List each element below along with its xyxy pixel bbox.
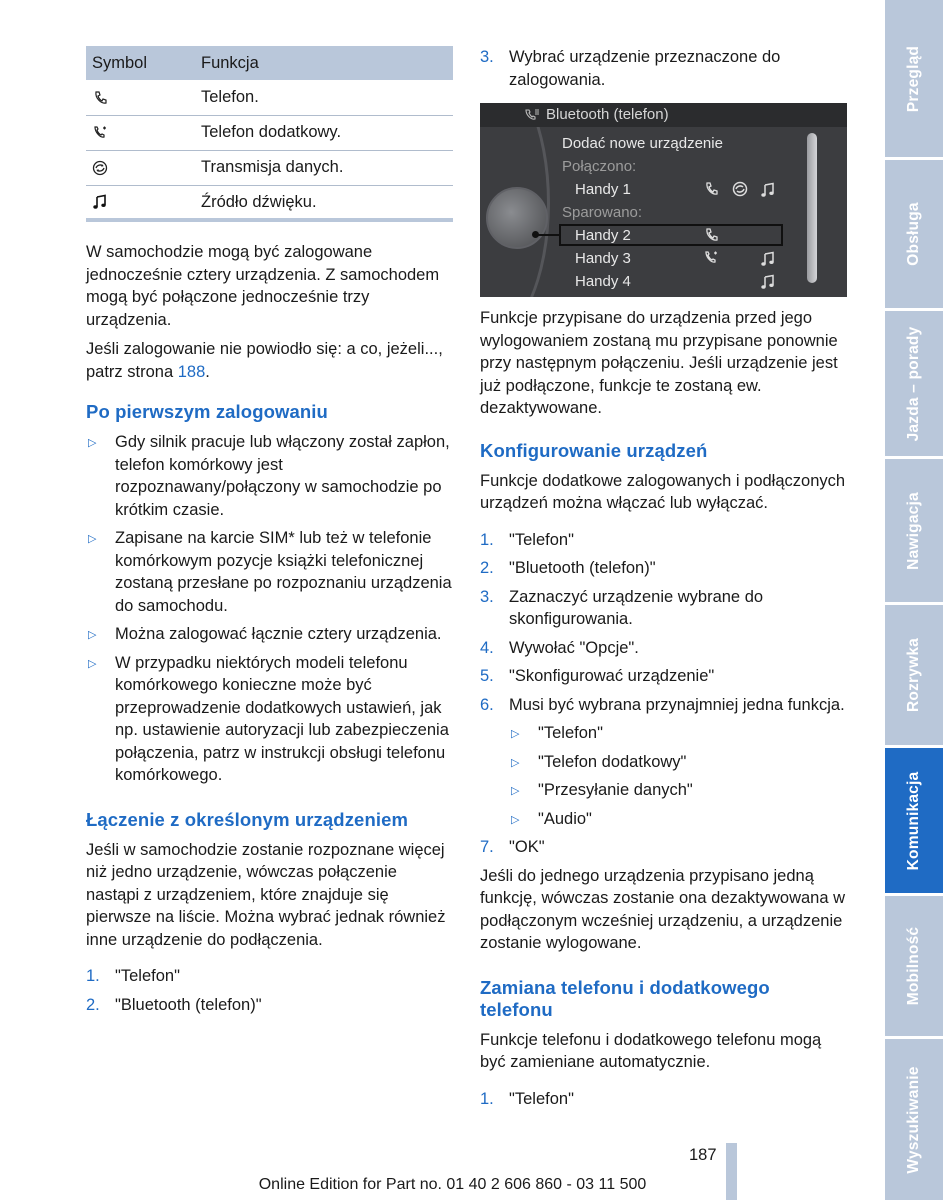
after-screen-paragraph: Funkcje przypisane do urządzenia przed jego wylogowaniem zostaną mu przypisane ponownie przy następnym połączeniu. Jeśli urządzenie jest już podłączone, funkcje te zostaną ew. dezaktywowane. — [480, 309, 838, 417]
list-item: ▷ "Audio" — [509, 808, 847, 831]
triangle-bullet-icon: ▷ — [88, 657, 97, 670]
footer-edition: Online Edition for Part no. 01 40 2 606 860 - 03 11 500 — [258, 1176, 647, 1193]
screen-title-bar — [480, 103, 847, 127]
right-column — [480, 46, 847, 1116]
connect-device-steps — [86, 965, 453, 1016]
intro-paragraph-2: Jeśli zalogowanie nie powiodło się: a co, jeżeli..., patrz strona 188. — [86, 340, 443, 381]
list-item: 1. "Telefon" — [86, 967, 180, 985]
page-link-188[interactable]: 188 — [177, 362, 206, 381]
paired-label: Sparowano: — [562, 204, 643, 221]
tab-wyszukiwanie[interactable]: Wyszukiwanie — [885, 1039, 943, 1200]
triangle-bullet-icon: ▷ — [88, 533, 97, 545]
table-header-symbol: Symbol — [86, 46, 195, 80]
configure-paragraph-2: Jeśli do jednego urządzenia przypisano jedną funkcję, wówczas zostanie ona dezaktywowana w podłączonym wcześniej urządzeniu, a urządzenie zostanie wylogowane. — [480, 866, 846, 952]
list-item: 6. Musi być wybrana przynajmniej jedna funkcja. ▷ "Telefon" ▷ "Telefon dodatkowy" ▷ "Przesyłanie danych" ▷ "Audio" — [480, 694, 847, 831]
triangle-bullet-icon: ▷ — [88, 437, 97, 449]
list-item: ▷ Gdy silnik pracuje lub włączony został zapłon, telefon komórkowy jest rozpoznawany/połączony w samochodzie po krótkim czasie. — [88, 433, 450, 519]
tab-jazda-porady[interactable]: Jazda – porady — [885, 311, 943, 456]
device-item-3[interactable]: Handy 3 — [575, 250, 631, 267]
triangle-bullet-icon: ▷ — [511, 756, 520, 769]
table-row — [86, 150, 453, 185]
tab-komunikacja[interactable]: Komunikacja — [885, 748, 943, 893]
triangle-bullet-icon: ▷ — [511, 785, 520, 797]
music-note-icon — [760, 182, 776, 198]
swap-phones-paragraph: Funkcje telefonu i dodatkowego telefonu mogą być zamieniane automatycznie. — [480, 1030, 822, 1071]
list-item: ▷ W przypadku niektórych modeli telefonu komórkowego konieczne może być przeprowadzenie dodatkowych ustawień, jak np. ustawienie autoryzacji lub zabezpieczenia połączenia, patrz w instrukcji obsługi telefonu komórkowego. — [88, 653, 449, 784]
triangle-bullet-icon: ▷ — [511, 728, 520, 740]
device-item-2[interactable]: Handy 2 — [575, 227, 631, 244]
tab-przeglad[interactable]: Przegląd — [885, 0, 943, 157]
table-row — [86, 185, 453, 220]
list-item: ▷ "Telefon dodatkowy" — [509, 751, 847, 774]
idrive-screenshot — [480, 103, 847, 297]
section-title-first-login: Po pierwszym zalogowaniu — [86, 401, 328, 422]
music-note-icon — [760, 274, 776, 290]
list-item: ▷ "Telefon" — [509, 722, 847, 745]
list-item: ▷ Można zalogować łącznie cztery urządzenia. — [86, 623, 453, 646]
intro-paragraph-1: W samochodzie mogą być zalogowane jednocześnie cztery urządzenia. Z samochodem mogą być połączone jednocześnie trzy urządzenia. — [86, 243, 440, 329]
device-item-1[interactable]: Handy 1 — [575, 181, 631, 198]
data-transfer-icon — [92, 160, 108, 176]
select-device-step — [480, 46, 847, 91]
connect-device-paragraph: Jeśli w samochodzie zostanie rozpoznane więcej niż jedno urządzenie, wówczas połączenie nastąpi z urządzeniem, które znajduje się pierwsze na liście. Można wybrać jednak również inne urządzenie do podłączenia. — [86, 840, 446, 949]
symbol-label: Telefon. — [195, 80, 453, 115]
list-item: 2. "Bluetooth (telefon)" — [480, 559, 656, 577]
list-item: 4. Wywołać "Opcje". — [480, 638, 639, 657]
music-note-icon — [92, 194, 108, 210]
symbol-label: Źródło dźwięku. — [195, 185, 453, 220]
tab-obsluga[interactable]: Obsługa — [885, 160, 943, 308]
add-new-device-item[interactable]: Dodać nowe urządzenie — [562, 135, 723, 152]
phone-icon — [703, 181, 719, 197]
triangle-bullet-icon: ▷ — [511, 813, 520, 826]
tab-nawigacja[interactable]: Nawigacja — [885, 459, 943, 602]
first-login-list — [86, 431, 453, 787]
list-item: 1. "Telefon" — [480, 530, 574, 549]
music-note-icon — [760, 251, 776, 267]
list-item: 1. "Telefon" — [480, 1089, 574, 1108]
list-item: ▷ "Przesyłanie danych" — [509, 779, 847, 802]
tab-rozrywka[interactable]: Rozrywka — [885, 605, 943, 745]
screen-scrollbar — [807, 133, 817, 283]
symbol-label: Transmisja danych. — [195, 150, 453, 185]
data-transfer-icon — [732, 181, 748, 197]
phone-icon — [92, 90, 108, 106]
table-header-function: Funkcja — [195, 46, 453, 80]
controller-knob — [486, 187, 548, 249]
configure-paragraph: Funkcje dodatkowe zalogowanych i podłączonych urządzeń można włączać lub wyłączać. — [480, 471, 846, 512]
screen-title: Bluetooth (telefon) — [546, 106, 669, 123]
selection-highlight — [559, 224, 783, 246]
list-item: 5. "Skonfigurować urządzenie" — [480, 667, 715, 685]
chapter-tabs — [885, 0, 943, 1200]
second-phone-icon — [92, 125, 108, 141]
triangle-bullet-icon: ▷ — [88, 629, 97, 641]
tab-mobilnosc[interactable]: Mobilność — [885, 896, 943, 1036]
list-item: 2. "Bluetooth (telefon)" — [86, 995, 262, 1014]
list-item: 7. "OK" — [480, 838, 545, 856]
list-item: ▷ Zapisane na karcie SIM* lub też w telefonie komórkowym pozycje książki telefonicznej zostaną przesłane po rozpoznaniu urządzenia do samochodu. — [88, 529, 452, 615]
configure-steps — [480, 529, 847, 859]
left-column — [86, 46, 453, 1022]
table-row — [86, 115, 453, 150]
connected-label: Połączono: — [562, 158, 637, 175]
list-item: 3. Zaznaczyć urządzenie wybrane do skonfigurowania. — [480, 587, 764, 628]
phone-settings-icon — [524, 108, 540, 122]
swap-phones-steps — [480, 1088, 847, 1111]
second-phone-icon — [703, 250, 719, 266]
list-item: 3. Wybrać urządzenie przeznaczone do zalogowania. — [480, 48, 781, 89]
section-title-connect-device: Łączenie z określonym urządzeniem — [86, 808, 409, 830]
section-title-swap-phones: Zamiana telefonu i dodatkowego telefonu — [480, 976, 770, 1020]
page-number: 187 — [689, 1146, 717, 1164]
table-row — [86, 80, 453, 115]
device-item-4[interactable]: Handy 4 — [575, 273, 631, 290]
function-sublist — [509, 722, 847, 830]
symbol-label: Telefon dodatkowy. — [195, 115, 453, 150]
symbol-table — [86, 46, 453, 222]
section-title-configure-devices: Konfigurowanie urządzeń — [480, 439, 708, 461]
